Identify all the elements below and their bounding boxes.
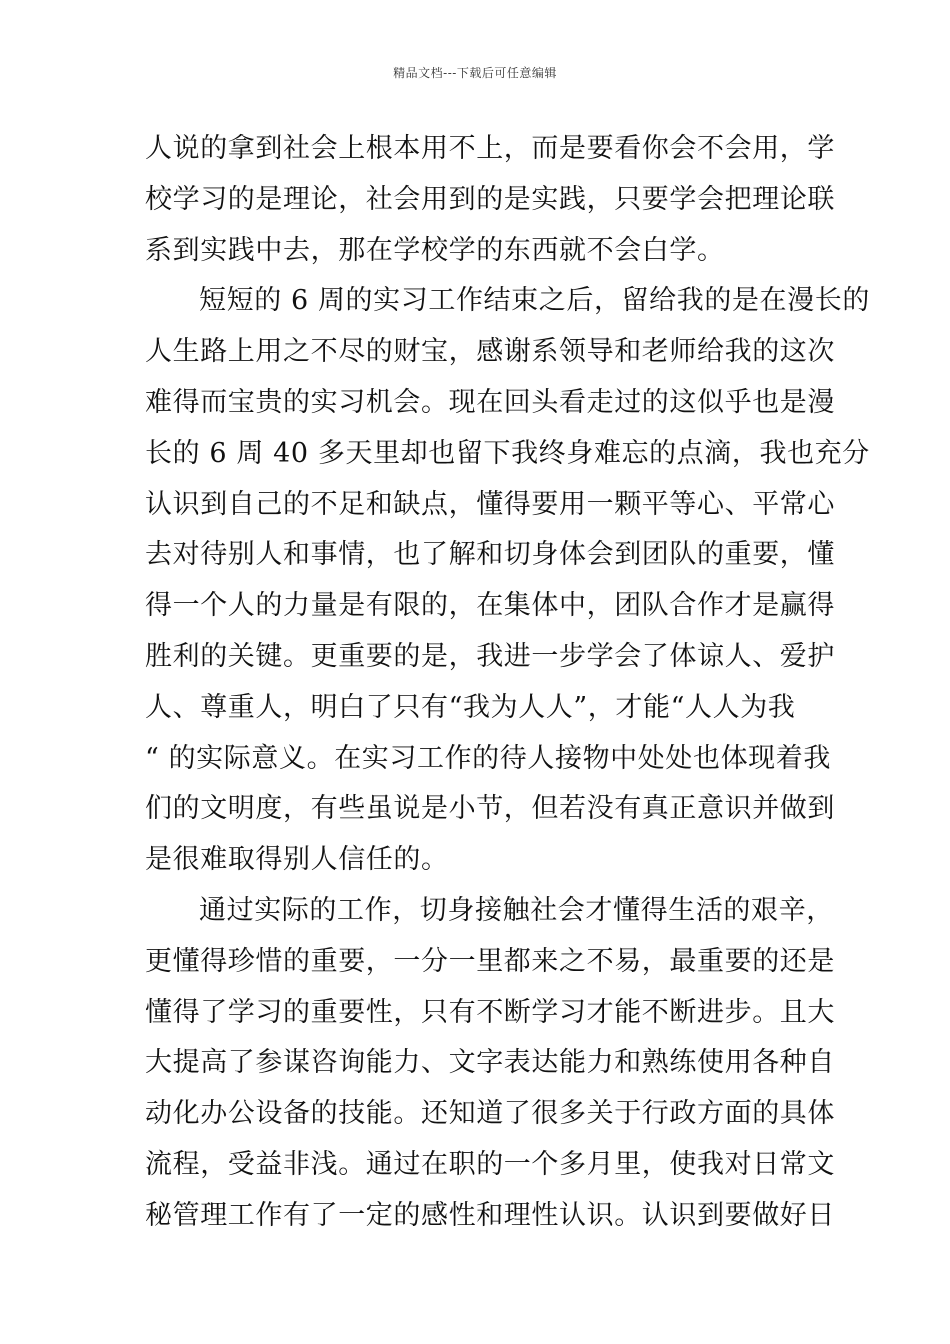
text-line: 得一个人的力量是有限的，在集体中，团队合作才是赢得 [145, 590, 835, 622]
text-line: 人说的拿到社会上根本用不上，而是要看你会不会用，学 [145, 133, 835, 164]
text-line: 人、尊重人，明白了只有“我为人人”，才能“人人为我 [145, 691, 796, 723]
text-line: “ 的实际意义。在实习工作的待人接物中处处也体现着我 [145, 742, 831, 774]
page-header: 精品文档---下载后可任意编辑 [393, 66, 557, 80]
text-line: 懂得了学习的重要性，只有不断学习才能不断进步。且大 [145, 996, 835, 1028]
text-line: 流程，受益非浅。通过在职的一个多月里，使我对日常文 [145, 1148, 835, 1180]
paragraph-first-line: 短短的 6 周的实习工作结束之后，留给我的是在漫长的 [199, 285, 870, 317]
text-line: 胜利的关键。更重要的是，我进一步学会了体谅人、爱护 [145, 640, 835, 672]
text-line: 大提高了参谋咨询能力、文字表达能力和熟练使用各种自 [145, 1047, 835, 1079]
text-line: 们的文明度，有些虽说是小节，但若没有真正意识并做到 [145, 793, 835, 825]
text-line: 认识到自己的不足和缺点，懂得要用一颗平等心、平常心 [145, 488, 835, 520]
paragraph-first-line: 通过实际的工作，切身接触社会才懂得生活的艰辛， [199, 894, 834, 926]
text-line: 动化办公设备的技能。还知道了很多关于行政方面的具体 [145, 1098, 835, 1130]
text-line: 长的 6 周 40 多天里却也留下我终身难忘的点滴，我也充分 [145, 437, 870, 469]
text-line: 难得而宝贵的实习机会。现在回头看走过的这似乎也是漫 [145, 386, 835, 418]
text-line: 更懂得珍惜的重要，一分一里都来之不易，最重要的还是 [145, 945, 835, 977]
document-body [145, 124, 870, 1242]
text-line: 去对待别人和事情，也了解和切身体会到团队的重要，懂 [145, 539, 835, 571]
text-line: 是很难取得别人信任的。 [145, 844, 449, 876]
text-line: 系到实践中去，那在学校学的东西就不会白学。 [145, 234, 725, 266]
text-line: 秘管理工作有了一定的感性和理性认识。认识到要做好日 [145, 1199, 835, 1231]
text-line: 校学习的是理论，社会用到的是实践，只要学会把理论联 [145, 183, 835, 215]
text-line: 人生路上用之不尽的财宝，感谢系领导和老师给我的这次 [145, 336, 835, 368]
